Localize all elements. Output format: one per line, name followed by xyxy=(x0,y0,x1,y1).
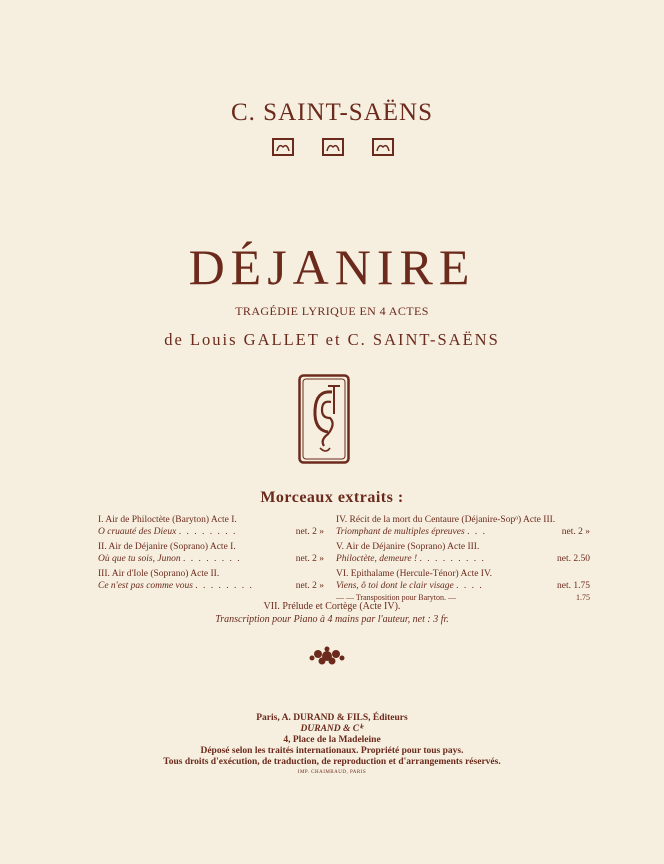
printer-line: IMP. CHAIMBAUD, PARIS xyxy=(297,770,367,775)
piece-price: net. 2 » xyxy=(295,527,324,537)
leader-dots: . . . . xyxy=(456,581,484,591)
subtitle: TRAGÉDIE LYRIQUE EN 4 ACTES xyxy=(235,304,429,318)
piece-title: I. Air de Philoctète (Baryton) Acte I. xyxy=(98,515,237,525)
list-item xyxy=(98,514,324,538)
pieces-left-column xyxy=(98,514,324,592)
leader-dots: . . . . . . . . xyxy=(195,581,254,591)
piece-incipit: Transcription pour Piano à 4 mains par l'auteur, net : 3 fr. xyxy=(215,613,449,625)
ornament-row xyxy=(272,138,394,160)
piece-incipit: Triomphant de multiples épreuves xyxy=(336,527,465,537)
list-item xyxy=(98,568,324,592)
piece-price: net. 1.75 xyxy=(557,581,590,591)
list-item xyxy=(336,568,590,604)
piece-title: II. Air de Déjanire (Soprano) Acte I. xyxy=(98,542,236,552)
piece-incipit: Viens, ô toi dont le clair visage xyxy=(336,581,454,591)
publisher-line: Paris, A. DURAND & FILS, Éditeurs xyxy=(256,713,408,723)
piece-title: IV. Récit de la mort du Centaure (Déjanire-Sopᵒ) Acte III. xyxy=(336,515,556,525)
piece-title: III. Air d'Iole (Soprano) Acte II. xyxy=(98,569,220,579)
ornament-icon xyxy=(272,138,294,156)
leader-dots: . . . xyxy=(467,527,487,537)
piece-title: VI. Epithalame (Hercule-Ténor) Acte IV. xyxy=(336,569,492,579)
piece-price: net. 2 » xyxy=(561,527,590,537)
rights-line: Déposé selon les traités internationaux. Propriété pour tous pays. xyxy=(200,746,464,756)
leader-dots: . . . . . . . . xyxy=(182,554,242,564)
piece-incipit: Où que tu sois, Junon xyxy=(98,554,181,564)
piece-price: net. 2 » xyxy=(295,554,324,564)
publisher-block xyxy=(0,713,664,778)
leader-dots: . . . . . . . . . xyxy=(419,554,486,564)
pieces-right-column xyxy=(336,514,590,604)
piece-incipit: Philoctète, demeure ! xyxy=(336,554,418,564)
piece-incipit: O cruauté des Dieux xyxy=(98,527,177,537)
composer-name: C. SAINT-SAËNS xyxy=(230,99,433,126)
extraits-heading: Morceaux extraits : xyxy=(260,489,404,506)
publisher-line: DURAND & Cⁱᵉ xyxy=(300,724,364,734)
transposition-dash: — xyxy=(448,593,457,602)
monogram-icon xyxy=(298,374,350,464)
piece-vii xyxy=(0,601,664,626)
authors-line: de Louis GALLET et C. SAINT-SAËNS xyxy=(164,330,500,349)
list-item xyxy=(336,514,590,538)
page-title: DÉJANIRE xyxy=(188,239,476,295)
list-item xyxy=(98,541,324,565)
flower-ornament-icon xyxy=(309,645,345,667)
piece-price: net. 2.50 xyxy=(557,554,590,564)
rights-line: Tous droits d'exécution, de traduction, de reproduction et d'arrangements réservés. xyxy=(163,757,501,767)
monogram-logo xyxy=(298,374,350,464)
piece-title: V. Air de Déjanire (Soprano) Acte III. xyxy=(336,542,480,552)
list-item xyxy=(336,541,590,565)
ornament-icon xyxy=(322,138,344,156)
piece-title: VII. Prélude et Cortège (Acte IV). xyxy=(263,601,401,612)
transposition-label: — — Transposition pour Baryton. xyxy=(336,593,447,602)
piece-incipit: Ce n'est pas comme vous xyxy=(98,581,193,591)
publisher-address: 4, Place de la Madeleine xyxy=(283,735,381,745)
leader-dots: . . . . . . . . xyxy=(178,527,237,537)
ornament-icon xyxy=(372,138,394,156)
piece-price: 1.75 xyxy=(576,593,590,602)
piece-price: net. 2 » xyxy=(295,581,324,591)
